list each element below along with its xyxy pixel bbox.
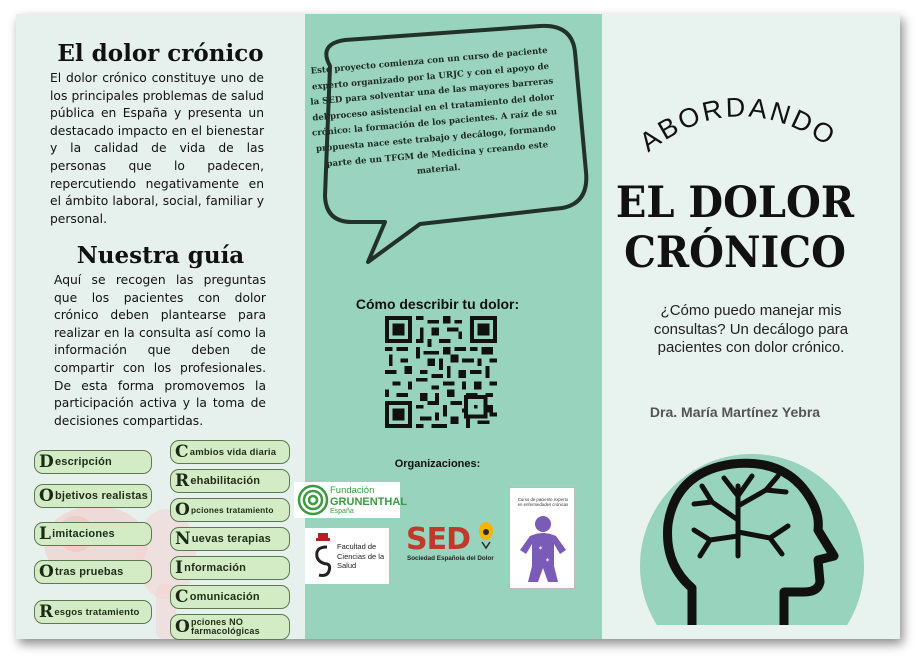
chip-rehabilitacion: R ehabilitación <box>170 469 290 493</box>
organizations-title: Organizaciones: <box>394 458 481 470</box>
chip-limitaciones: L imitaciones <box>34 522 152 546</box>
chip-cambios: C ambios vida diaria <box>170 440 290 464</box>
chip-comunicacion: C omunicación <box>170 585 290 609</box>
qr-title: Cómo describir tu dolor: <box>355 296 520 312</box>
sed-logo: SED <box>406 522 471 557</box>
curso-poster <box>509 487 575 589</box>
urjc-crest-icon <box>311 533 335 579</box>
urjc-text: Facultad de Ciencias de la Salud <box>337 542 385 570</box>
title-line1: EL DOLOR <box>615 178 855 228</box>
qr-code-icon[interactable] <box>385 316 497 428</box>
author: Dra. María Martínez Yebra <box>649 404 821 420</box>
svg-text:✶: ✶ <box>545 557 551 564</box>
urjc-facultad-logo <box>305 528 389 584</box>
chip-otras-pruebas: O tras pruebas <box>34 560 152 584</box>
grunenthal-mark-icon <box>296 483 330 517</box>
chip-informacion: I nformación <box>170 556 290 580</box>
chip-opciones-tratamiento: O pciones tratamiento <box>170 498 290 522</box>
arched-title <box>620 86 850 166</box>
grunenthal-line2: GRUNENTHAL <box>330 496 407 508</box>
grunenthal-line1: Fundación <box>330 485 375 496</box>
svg-text:ABORDANDO <box>634 92 842 157</box>
chip-riesgos: R esgos tratamiento <box>34 600 152 624</box>
sed-flame-icon <box>476 520 496 550</box>
svg-text:✶: ✶ <box>538 545 544 552</box>
grunenthal-line3: España <box>330 508 354 515</box>
chip-descripcion: D escripción <box>34 450 152 474</box>
intro-paragraph: El dolor crónico constituye uno de los principales problemas de salud pública en España y presenta un destacado impacto en el bienestar y la calidad de vida de las personas que lo padecen, repercutiendo negativamente en el ámbito laboral, social, familiar y personal. <box>50 71 264 226</box>
sed-subtitle: Sociedad Española del Dolor <box>407 555 494 562</box>
abordando-text: ABORDANDO <box>634 92 842 158</box>
poster-title: Curso de paciente experto en enfermedades crónicas <box>517 497 569 507</box>
bubble-text: Este proyecto comienza con un curso de paciente experto organizado por la URJC y con el apoyo de la SED para solventar una de las mayores barreras del proceso asistencial en el tratamiento del dolor crónico: la formación de los pacientes. A raíz de su propuesta nace este trabajo y decálogo, formando parte de un TFGM de Medicina y creando este material. <box>310 45 558 177</box>
title-line2: CRÓNICO <box>624 228 846 278</box>
chip-opciones-no-farmacologicas: O pciones NO farmacológicas <box>170 614 290 640</box>
subtitle: ¿Cómo puedo manejar mis consultas? Un decálogo para pacientes con dolor crónico. <box>653 302 849 356</box>
head-brain-icon <box>620 446 884 625</box>
purple-figure-icon <box>510 488 576 590</box>
heading-nuestra-guia: Nuestra guía <box>76 242 245 269</box>
heading-dolor-cronico: El dolor crónico <box>57 40 264 67</box>
chip-nuevas-terapias: N uevas terapias <box>170 527 290 551</box>
main-title <box>596 178 873 278</box>
fundacion-grunenthal-logo <box>294 482 407 518</box>
chip-objetivos: O bjetivos realistas <box>34 484 152 508</box>
guide-paragraph: Aquí se recogen las preguntas que los pacientes con dolor crónico deben plantearse para realizar en la consulta así como la información que deben de compartir con los profesionales. De esta forma promovemos la participación activa y la toma de decisiones compartidas. <box>54 273 266 428</box>
